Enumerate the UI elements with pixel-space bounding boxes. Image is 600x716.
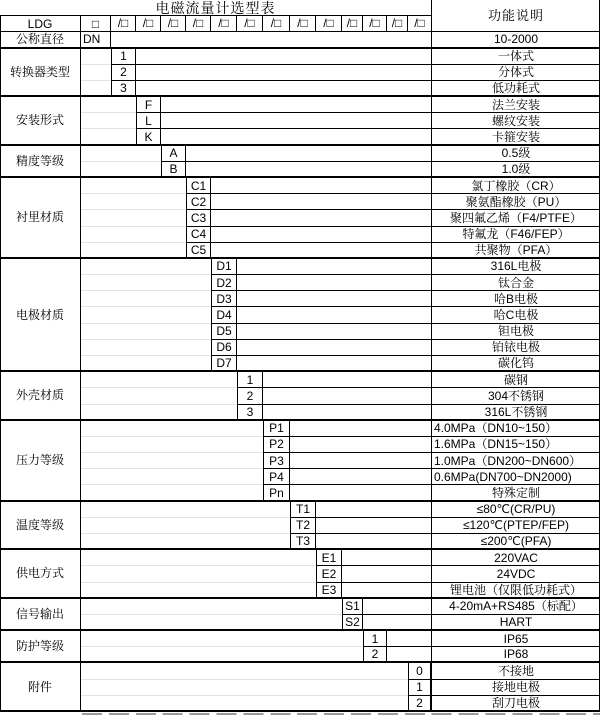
category-label: 供电方式 <box>0 550 81 599</box>
spacer-cell <box>81 388 237 404</box>
model-slot-box: /□ <box>342 16 363 32</box>
spacer-cell <box>237 259 431 275</box>
option-description: 法兰安装 <box>431 97 600 113</box>
spacer-cell <box>237 291 431 307</box>
spacer-cell <box>342 550 431 566</box>
option-description: HART <box>431 615 600 631</box>
option-description: 0.5级 <box>431 146 600 162</box>
spacer-cell <box>81 97 136 113</box>
option-code: D5 <box>211 324 237 340</box>
spacer-cell <box>237 324 431 340</box>
spacer-cell <box>81 227 186 243</box>
model-slot-box: /□ <box>237 16 263 32</box>
spacer-cell <box>316 534 431 550</box>
option-description: 0.6MPa(DN700~DN2000) <box>431 469 600 485</box>
spacer-cell <box>316 518 431 534</box>
option-code: P4 <box>263 469 290 485</box>
option-code: C4 <box>186 227 211 243</box>
option-code: P2 <box>263 437 290 453</box>
spacer-cell <box>81 696 408 712</box>
category-label: 压力等级 <box>0 421 81 502</box>
function-column-header: 功能说明 <box>431 0 600 32</box>
model-slot-box: /□ <box>161 16 186 32</box>
spacer-cell <box>81 663 408 679</box>
spacer-cell <box>81 437 263 453</box>
spacer-cell <box>81 534 290 550</box>
option-code: E2 <box>316 566 342 582</box>
spacer-cell <box>81 421 263 437</box>
spacer-cell <box>263 372 431 388</box>
spacer-cell <box>290 469 431 485</box>
spacer-cell <box>136 65 431 81</box>
option-code: D2 <box>211 275 237 291</box>
sheet-gridline-ticks <box>82 713 600 715</box>
option-description: 特氟龙（F46/FEP） <box>431 227 600 243</box>
spacer-cell <box>342 583 431 599</box>
table-left-border <box>0 16 1 711</box>
category-label: 附件 <box>0 663 81 712</box>
spacer-cell <box>81 583 316 599</box>
model-slot-box: /□ <box>290 16 316 32</box>
option-code: P3 <box>263 453 290 469</box>
category-label: 转换器类型 <box>0 49 81 98</box>
spacer-cell <box>81 518 290 534</box>
spacer-cell <box>81 469 263 485</box>
option-description: 聚四氟乙烯（F4/PTFE） <box>431 210 600 226</box>
option-code: K <box>136 129 161 145</box>
spacer-cell <box>81 615 342 631</box>
spacer-cell <box>81 307 211 323</box>
option-code: B <box>161 162 186 178</box>
category-label: 公称直径 <box>0 32 81 48</box>
category-label: 衬里材质 <box>0 178 81 259</box>
model-slot-box: /□ <box>263 16 290 32</box>
option-code: C1 <box>186 178 211 194</box>
spacer-cell <box>161 129 431 145</box>
spacer-cell <box>111 32 431 48</box>
option-code: E1 <box>316 550 342 566</box>
option-code: T2 <box>290 518 316 534</box>
spacer-cell <box>81 324 211 340</box>
option-description: 1.0MPa（DN200~DN600） <box>431 453 600 469</box>
spacer-cell <box>81 340 211 356</box>
option-code: C2 <box>186 194 211 210</box>
spacer-cell <box>81 49 111 65</box>
spacer-cell <box>211 194 431 210</box>
model-slot-box: /□ <box>408 16 431 32</box>
model-slot-box: /□ <box>316 16 342 32</box>
spacer-cell <box>81 162 161 178</box>
model-slot-box: /□ <box>111 16 136 32</box>
option-code: E3 <box>316 583 342 599</box>
spacer-cell <box>81 65 111 81</box>
option-description: 共聚物（PFA） <box>431 243 600 259</box>
spacer-cell <box>81 356 211 372</box>
option-description: ≤200℃(PFA) <box>431 534 600 550</box>
option-description: 304不锈钢 <box>431 388 600 404</box>
category-label: 防护等级 <box>0 631 81 663</box>
option-code: 2 <box>408 696 431 712</box>
option-description: 特殊定制 <box>431 485 600 501</box>
option-code: D7 <box>211 356 237 372</box>
option-code: 2 <box>363 647 387 663</box>
option-description: 碳化钨 <box>431 356 600 372</box>
spacer-cell <box>81 194 186 210</box>
spacer-cell <box>363 599 431 615</box>
option-description: 钛合金 <box>431 275 600 291</box>
spacer-cell <box>211 243 431 259</box>
model-slot-box: /□ <box>136 16 161 32</box>
option-code: A <box>161 146 186 162</box>
option-code: T3 <box>290 534 316 550</box>
option-description: 220VAC <box>431 550 600 566</box>
category-label: 温度等级 <box>0 502 81 551</box>
category-label: 信号输出 <box>0 599 81 631</box>
option-code: D1 <box>211 259 237 275</box>
option-description: 4-20mA+RS485（标配） <box>431 599 600 615</box>
option-code: DN <box>81 32 111 48</box>
spacer-cell <box>81 631 363 647</box>
table-title: 电磁流量计选型表 <box>0 0 431 16</box>
option-description: ≤120℃(PTEP/FEP) <box>431 518 600 534</box>
option-description: 碳钢 <box>431 372 600 388</box>
option-description: 卡箍安装 <box>431 129 600 145</box>
spacer-cell <box>263 388 431 404</box>
option-description: ≤80℃(CR/PU) <box>431 502 600 518</box>
option-code: 3 <box>111 81 136 97</box>
spacer-cell <box>81 81 111 97</box>
spacer-cell <box>237 356 431 372</box>
option-description: 铂铱电极 <box>431 340 600 356</box>
option-description: 低功耗式 <box>431 81 600 97</box>
option-code: 1 <box>237 372 263 388</box>
model-prefix: LDG <box>0 16 81 32</box>
option-code: 1 <box>111 49 136 65</box>
option-code: 3 <box>237 405 263 421</box>
option-description: 4.0MPa（DN10~150） <box>431 421 600 437</box>
option-description: 1.0级 <box>431 162 600 178</box>
option-description: 1.6MPa（DN15~150） <box>431 437 600 453</box>
spacer-cell <box>81 680 408 696</box>
option-description: 钽电极 <box>431 324 600 340</box>
spacer-cell <box>81 129 136 145</box>
spacer-cell <box>290 453 431 469</box>
option-code: 1 <box>408 680 431 696</box>
spacer-cell <box>161 97 431 113</box>
option-description: 24VDC <box>431 566 600 582</box>
option-description: IP65 <box>431 631 600 647</box>
option-description: 氯丁橡胶（CR） <box>431 178 600 194</box>
spacer-cell <box>81 405 237 421</box>
option-code: P1 <box>263 421 290 437</box>
spacer-cell <box>81 599 342 615</box>
option-description: 分体式 <box>431 65 600 81</box>
option-code: C5 <box>186 243 211 259</box>
option-description: 哈B电极 <box>431 291 600 307</box>
spacer-cell <box>81 566 316 582</box>
option-code: L <box>136 113 161 129</box>
spacer-cell <box>81 178 186 194</box>
spacer-cell <box>81 372 237 388</box>
option-code: 2 <box>237 388 263 404</box>
spacer-cell <box>290 485 431 501</box>
spacer-cell <box>211 178 431 194</box>
option-code: S1 <box>342 599 363 615</box>
spacer-cell <box>81 275 211 291</box>
spacer-cell <box>81 210 186 226</box>
option-code: 2 <box>111 65 136 81</box>
spacer-cell <box>136 81 431 97</box>
spacer-cell <box>237 307 431 323</box>
spacer-cell <box>81 259 211 275</box>
option-code: 1 <box>363 631 387 647</box>
spacer-cell <box>136 49 431 65</box>
option-description: 刮刀电极 <box>431 696 600 712</box>
option-code: C3 <box>186 210 211 226</box>
option-description: 不接地 <box>431 663 600 679</box>
spacer-cell <box>186 146 431 162</box>
spacer-cell <box>81 647 363 663</box>
spacer-cell <box>81 453 263 469</box>
model-slot-box: /□ <box>211 16 237 32</box>
spacer-cell <box>387 647 431 663</box>
option-code: Pn <box>263 485 290 501</box>
spacer-cell <box>316 502 431 518</box>
category-label: 外壳材质 <box>0 372 81 421</box>
spacer-cell <box>387 631 431 647</box>
option-description: 一体式 <box>431 49 600 65</box>
option-description: 聚氨酯橡胶（PU） <box>431 194 600 210</box>
option-description: 哈C电极 <box>431 307 600 323</box>
spacer-cell <box>290 421 431 437</box>
model-base-box: □ <box>81 16 111 32</box>
spacer-cell <box>263 405 431 421</box>
category-label: 电极材质 <box>0 259 81 372</box>
spacer-cell <box>81 113 136 129</box>
option-code: D6 <box>211 340 237 356</box>
model-slot-box: /□ <box>186 16 211 32</box>
spacer-cell <box>290 437 431 453</box>
spacer-cell <box>81 550 316 566</box>
spacer-cell <box>211 210 431 226</box>
option-code: D3 <box>211 291 237 307</box>
spacer-cell <box>363 615 431 631</box>
spacer-cell <box>342 566 431 582</box>
spacer-cell <box>81 243 186 259</box>
option-description: 螺纹安装 <box>431 113 600 129</box>
category-label: 精度等级 <box>0 146 81 178</box>
option-description: 316L电极 <box>431 259 600 275</box>
option-code: 0 <box>408 663 431 679</box>
spacer-cell <box>237 340 431 356</box>
option-description: 316L不锈钢 <box>431 405 600 421</box>
option-description: 10-2000 <box>431 32 600 48</box>
option-code: F <box>136 97 161 113</box>
option-code: S2 <box>342 615 363 631</box>
model-slot-box: /□ <box>363 16 387 32</box>
option-description: 接地电极 <box>431 680 600 696</box>
option-code: T1 <box>290 502 316 518</box>
spacer-cell <box>237 275 431 291</box>
spacer-cell <box>161 113 431 129</box>
spacer-cell <box>81 502 290 518</box>
spacer-cell <box>186 162 431 178</box>
option-description: 锂电池（仅限低功耗式） <box>431 583 600 599</box>
spacer-cell <box>81 291 211 307</box>
model-slot-box: /□ <box>387 16 408 32</box>
spacer-cell <box>81 146 161 162</box>
option-code: D4 <box>211 307 237 323</box>
option-description: IP68 <box>431 647 600 663</box>
spacer-cell <box>211 227 431 243</box>
category-label: 安装形式 <box>0 97 81 146</box>
spacer-cell <box>81 485 263 501</box>
